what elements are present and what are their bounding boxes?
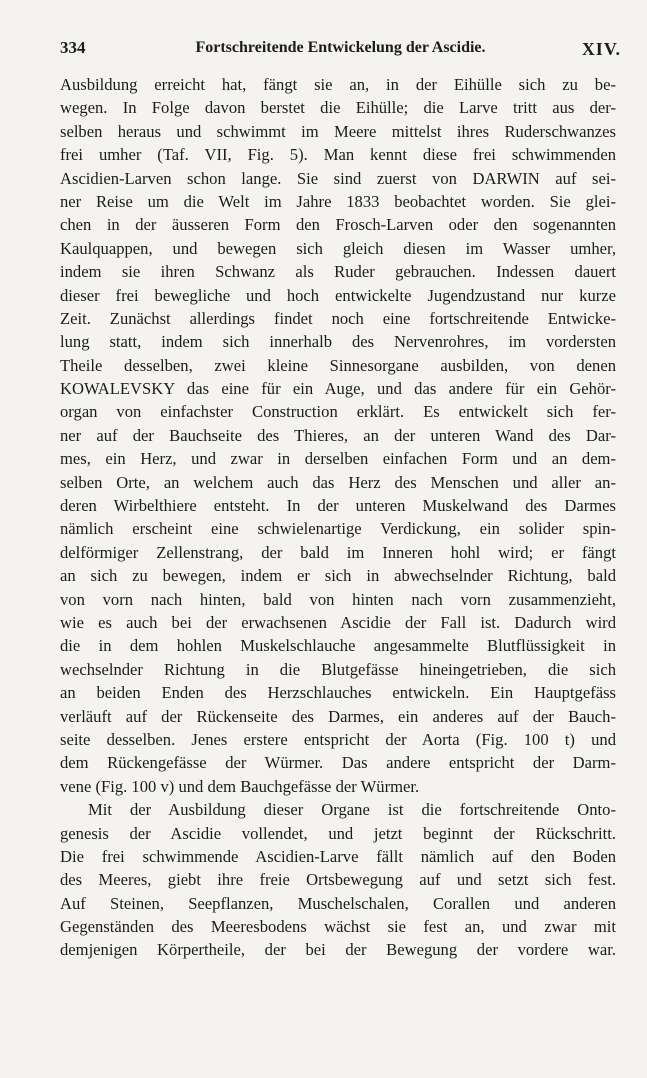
text-line: die in dem hohlen Muskelschlauche angesammelte Blutflüssigkeit in (60, 636, 616, 656)
paragraph-start-line: Mit der Ausbildung dieser Organe ist die fortschreitende Onto- (88, 800, 616, 820)
text-line: genesis der Ascidie vollendet, und jetzt beginnt der Rückschritt. (60, 823, 616, 843)
text-line: dem Rückengefässe der Würmer. Das andere entspricht der Darm- (60, 753, 616, 773)
text-line: seite desselben. Jenes erstere entspricht der Aorta (Fig. 100 t) und (60, 729, 616, 749)
text-line: chen in der äusseren Form den Frosch-Larven oder den sogenannten (60, 215, 616, 235)
text-line: Kaulquappen, und bewegen sich gleich diesen im Wasser umher, (60, 238, 616, 258)
text-line: Theile desselben, zwei kleine Sinnesorgane ausbilden, von denen (60, 355, 616, 375)
text-line: Zeit. Zunächst allerdings findet noch eine fortschreitende Entwicke- (60, 308, 616, 328)
text-line: wegen. In Folge davon berstet die Eihülle; die Larve tritt aus der- (60, 98, 616, 118)
body-text (60, 73, 616, 962)
text-line: KOWALEVSKY das eine für ein Auge, und das andere für ein Gehör- (60, 379, 616, 399)
page-header (60, 38, 621, 64)
text-line: an beiden Enden des Herzschlauches entwickeln. Ein Hauptgefäss (60, 683, 616, 703)
text-line: von vorn nach hinten, bald von hinten nach vorn zusammenzieht, (60, 589, 616, 609)
text-line: demjenigen Körpertheile, der bei der Bewegung der vordere war. (60, 940, 616, 960)
text-line: des Meeres, giebt ihre freie Ortsbewegung auf und setzt sich fest. (60, 870, 616, 890)
text-line: frei umher (Taf. VII, Fig. 5). Man kennt diese frei schwimmenden (60, 145, 616, 165)
text-line: selben Orte, an welchem auch das Herz des Menschen und aller an- (60, 472, 616, 492)
text-line: Ascidien-Larven schon lange. Sie sind zuerst von DARWIN auf sei- (60, 168, 616, 188)
chapter-number: XIV. (581, 39, 621, 59)
paragraph-end-line: vene (Fig. 100 v) und dem Bauchgefässe der Würmer. (60, 776, 420, 796)
text-line: deren Wirbelthiere entsteht. In der unteren Muskelwand des Darmes (60, 496, 616, 516)
text-line: delförmiger Zellenstrang, der bald im Inneren hohl wird; er fängt (60, 542, 616, 562)
text-line: selben heraus und schwimmt im Meere mittelst ihres Ruderschwanzes (60, 121, 616, 141)
text-line: lung statt, indem sich innerhalb des Nervenrohres, im vordersten (60, 332, 616, 352)
text-line: wie es auch bei der erwachsenen Ascidie der Fall ist. Dadurch wird (60, 612, 616, 632)
text-line: organ von einfachster Construction erklärt. Es entwickelt sich fer- (60, 402, 616, 422)
text-line: ner Reise um die Welt im Jahre 1833 beobachtet worden. Sie glei- (60, 191, 616, 211)
text-line: mes, ein Herz, und zwar in derselben einfachen Form und an dem- (60, 449, 616, 469)
text-line: verläuft auf der Rückenseite des Darmes, ein anderes auf der Bauch- (60, 706, 616, 726)
text-line: wechselnder Richtung in die Blutgefässe hineingetrieben, die sich (60, 659, 616, 679)
text-line: Ausbildung erreicht hat, fängt sie an, in der Eihülle sich zu be- (60, 75, 616, 94)
text-line: ner auf der Bauchseite des Thieres, an der unteren Wand des Dar- (60, 425, 616, 445)
text-line: an sich zu bewegen, indem er sich in abwechselnder Richtung, bald (60, 566, 616, 586)
text-line: Die frei schwimmende Ascidien-Larve fällt nämlich auf den Boden (60, 846, 616, 866)
text-line: dieser frei bewegliche und hoch entwickelte Jugendzustand nur kurze (60, 285, 616, 305)
text-line: Auf Steinen, Seepflanzen, Muschelschalen, Corallen und anderen (60, 893, 616, 913)
text-line: nämlich erscheint eine schwielenartige Verdickung, ein solider spin- (60, 519, 616, 539)
text-line: Gegenständen des Meeresbodens wächst sie fest an, und zwar mit (60, 917, 616, 937)
page-number: 334 (60, 38, 86, 57)
text-line: indem sie ihren Schwanz als Ruder gebrauchen. Indessen dauert (60, 262, 616, 282)
running-title: Fortschreitende Entwickelung der Ascidie. (195, 39, 486, 56)
